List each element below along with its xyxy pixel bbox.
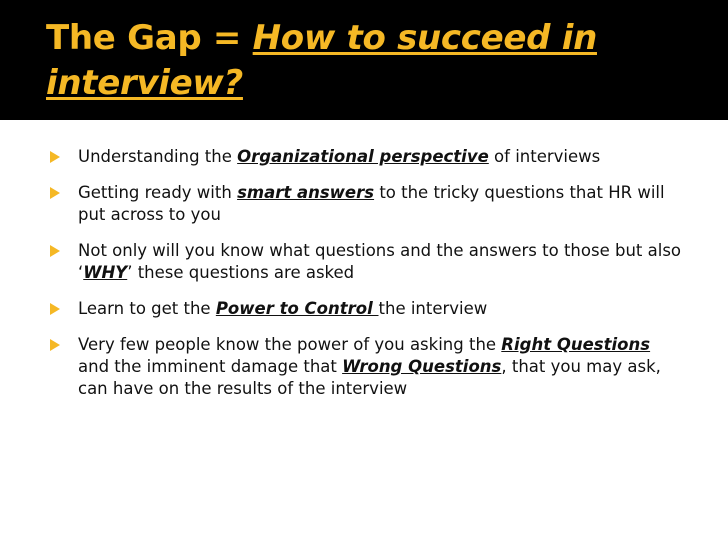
bullet-text: , that you may ask, can have on the results of the interview — [78, 357, 661, 398]
bullet-text: of interviews — [488, 147, 601, 166]
arrow-triangle-icon — [50, 151, 60, 163]
arrow-triangle-icon — [50, 187, 60, 199]
title-emphasis: How to succeed in interview? — [46, 18, 597, 103]
bullet-item-power-to-control — [44, 298, 684, 320]
bullet-text: the interview — [378, 299, 488, 318]
bullet-text: Very few people know the power of you asking the — [78, 335, 502, 354]
bullet-emphasis: Power to Control — [215, 299, 379, 318]
slide-title — [46, 16, 706, 106]
bullet-item-organizational-perspective — [44, 146, 684, 168]
bullet-item-smart-answers — [44, 182, 684, 226]
bullet-text: Getting ready with — [78, 183, 238, 202]
arrow-triangle-icon — [50, 245, 60, 257]
bullet-text: and the imminent damage that — [78, 357, 343, 376]
bullet-emphasis: WHY — [83, 263, 128, 282]
bullet-text: Not only will you know what questions and the answers to those but also ‘ — [78, 241, 682, 282]
bullet-emphasis: Organizational perspective — [237, 147, 489, 166]
bullet-text: Understanding the — [78, 147, 238, 166]
bullet-text: ’ these questions are asked — [127, 263, 355, 282]
bullet-emphasis: smart answers — [237, 183, 375, 202]
bullet-emphasis: Wrong Questions — [342, 357, 502, 376]
bullet-item-why — [44, 240, 684, 284]
bullet-emphasis: Right Questions — [501, 335, 651, 354]
title-prefix: The Gap = — [46, 18, 253, 58]
arrow-triangle-icon — [50, 303, 60, 315]
bullet-text: Learn to get the — [78, 299, 216, 318]
arrow-triangle-icon — [50, 339, 60, 351]
bullet-list — [44, 146, 684, 414]
bullet-text: to the tricky questions that HR will put across to you — [78, 183, 665, 224]
bullet-item-right-wrong-questions — [44, 334, 684, 400]
